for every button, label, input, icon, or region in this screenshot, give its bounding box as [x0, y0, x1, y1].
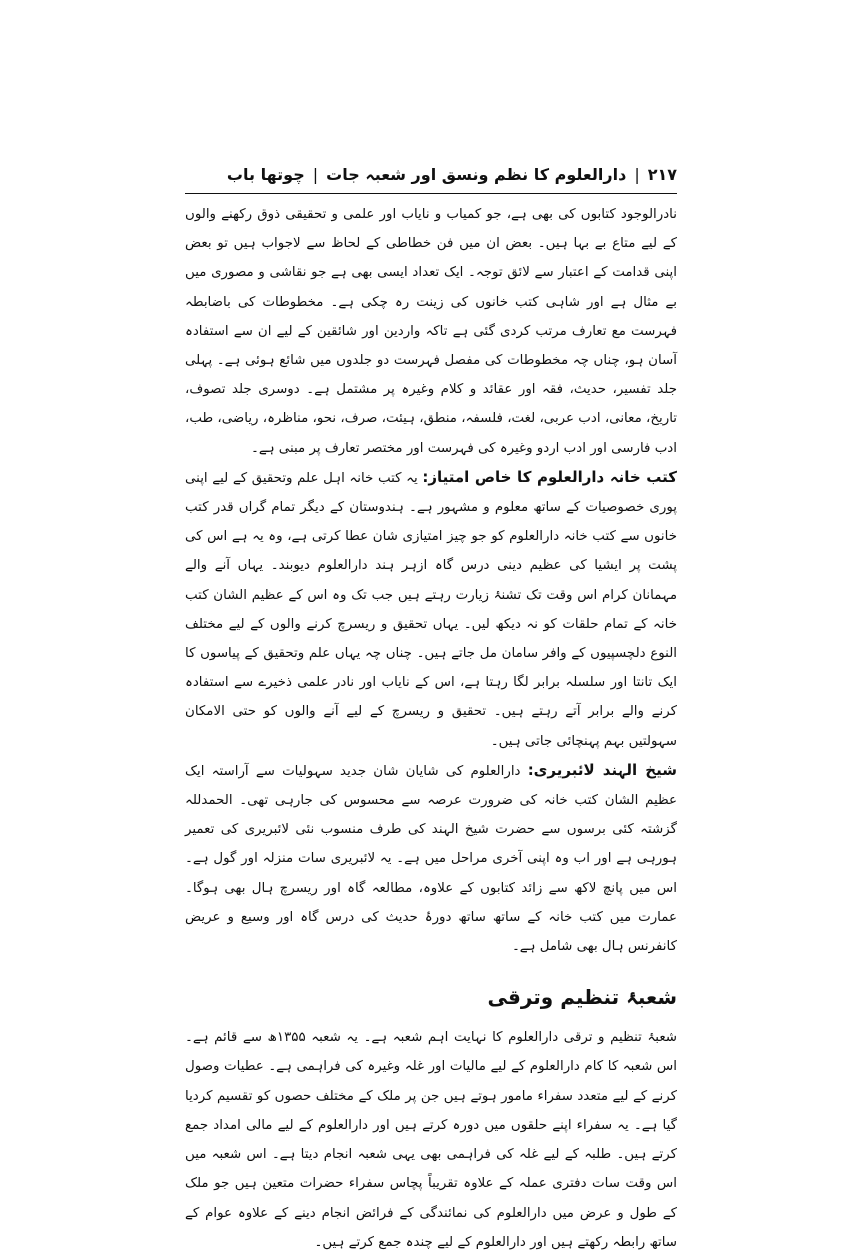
header-divider — [185, 193, 677, 194]
shaikh-library-text: دارالعلوم کی شایان شان جدید سہولیات سے آراستہ ایک عظیم الشان کتب خانہ کی ضرورت عرصہ سے محسوس کی جارہی تھی۔ الحمدللہ گزشتہ کئی برسوں سے حضرت شیخ الہند کی طرف منسوب نئی لائبریری کی تعمیر ہورہی ہے اور اب وہ اپنی آخری مراحل میں ہے۔ یہ لائبریری سات منزلہ اور گول ہے۔ اس میں پانچ لاکھ سے زائد کتابوں کے علاوہ، مطالعہ گاہ اور ریسرچ ہال بھی ہوگا۔ عمارت میں کتب خانہ کے ساتھ ساتھ دورۂ حدیث کی درس گاہ اور وسیع و عریض کانفرنس ہال بھی شامل ہے۔ — [185, 763, 677, 955]
running-header — [185, 158, 677, 190]
chapter-title: دارالعلوم کا نظم ونسق اور شعبہ جات — [326, 164, 627, 184]
tanzeem-paragraph: شعبۂ تنظیم و ترقی دارالعلوم کا نہایت اہم شعبہ ہے۔ یہ شعبہ ۱۳۵۵ھ سے قائم ہے۔ اس شعبہ کا کام دارالعلوم کے لیے مالیات اور غلہ وغیرہ کی فراہمی ہے۔ عطیات وصول کرنے کے لیے متعدد سفراء مامور ہوتے ہیں جن پر ملک کے مختلف حصوں کو تقسیم کردیا گیا ہے۔ یہ سفراء اپنے حلقوں میں دورہ کرتے ہیں اور دارالعلوم کے لیے مالی امداد جمع کرتے ہیں۔ طلبہ کے لیے غلہ کی فراہمی بھی یہی شعبہ انجام دیتا ہے۔ اس شعبہ میں اس وقت سات دفتری عملہ کے علاوہ تقریباً پچاس سفراء حضرات متعین ہیں جو ملک کے طول و عرض میں دارالعلوم کی نمائندگی کے فرائض انجام دینے کے علاوہ عوام کے ساتھ رابطہ رکھتے ہیں اور دارالعلوم کے لیے چندہ جمع کرتے ہیں۔ — [185, 1030, 677, 1250]
header-separator: | — [312, 164, 319, 184]
shaikh-library-paragraph — [185, 756, 677, 961]
chapter-label: چوتھا باب — [226, 164, 305, 184]
header-separator: | — [634, 164, 640, 184]
feature-heading: کتب خانہ دارالعلوم کا خاص امتیاز: — [422, 467, 677, 486]
page-body — [185, 200, 677, 1250]
library-intro-paragraph: نادرالوجود کتابوں کی بھی ہے، جو کمیاب و نایاب اور علمی و تحقیقی ذوق رکھنے والوں کے لیے متاع بے بہا ہیں۔ بعض ان میں فن خطاطی کے لحاظ سے لاجواب ہیں تو بعض اپنی قدامت کے اعتبار سے لائق توجہ۔ ایک تعداد ایسی بھی ہے جو نقاشی و مصوری میں بے مثال ہے اور شاہی کتب خانوں کی زینت رہ چکی ہے۔ مخطوطات کی باضابطہ فہرست مع تعارف مرتب کردی گئی ہے تاکہ واردین اور شائقین کے لیے ان سے استفادہ آسان ہو، چناں چہ مخطوطات کی مفصل فہرست دو جلدوں میں شائع ہوئی ہے۔ پہلی جلد تفسیر، حدیث، فقہ اور عقائد و کلام وغیرہ پر مشتمل ہے۔ دوسری جلد تصوف، تاریخ، معانی، ادب عربی، لغت، فلسفہ، منطق، ہیئت، صرف، نحو، مناظرہ، ریاضی، طب، ادب فارسی اور ادب اردو وغیرہ کی فہرست اور مختصر تعارف پر مبنی ہے۔ — [185, 207, 677, 456]
feature-paragraph — [185, 463, 677, 756]
feature-text: یہ کتب خانہ اہل علم وتحقیق کے لیے اپنی پوری خصوصیات کے ساتھ معلوم و مشہور ہے۔ ہندوستان کے دیگر تمام گراں قدر کتب خانوں سے کتب خانہ دارالعلوم کو جو چیز امتیازی شان عطا کرتی ہے، وہ یہ ہے اس کی پشت پر ایشیا کی عظیم دینی درس گاہ ازہر ہند دارالعلوم دیوبند۔ یہاں آنے والے مہمانان کرام اس وقت تک تشنۂ زیارت رہتے ہیں جب تک وہ اس کے عظیم الشان کتب خانہ کے تمام حلقات کو نہ دیکھ لیں۔ یہاں تحقیق و ریسرچ کرنے والوں کے لیے مختلف النوع دلچسپیوں کے وافر سامان مل جاتے ہیں۔ چناں چہ یہاں علم وتحقیق کے پیاسوں کا ایک تانتا اور سلسلہ برابر لگا رہتا ہے، اس کے نایاب اور نادر علمی ذخیرے سے استفادہ کرنے والے برابر آتے رہتے ہیں۔ تحقیق و ریسرچ کے لیے آنے والوں کو حتی الامکان سہولتیں بہم پہنچائی جاتی ہیں۔ — [185, 470, 677, 749]
section-heading: شعبۂ تنظیم وترقی — [487, 985, 677, 1010]
shaikh-library-heading: شیخ الہند لائبریری: — [527, 760, 677, 779]
page-number: ۲۱۷ — [647, 164, 677, 184]
